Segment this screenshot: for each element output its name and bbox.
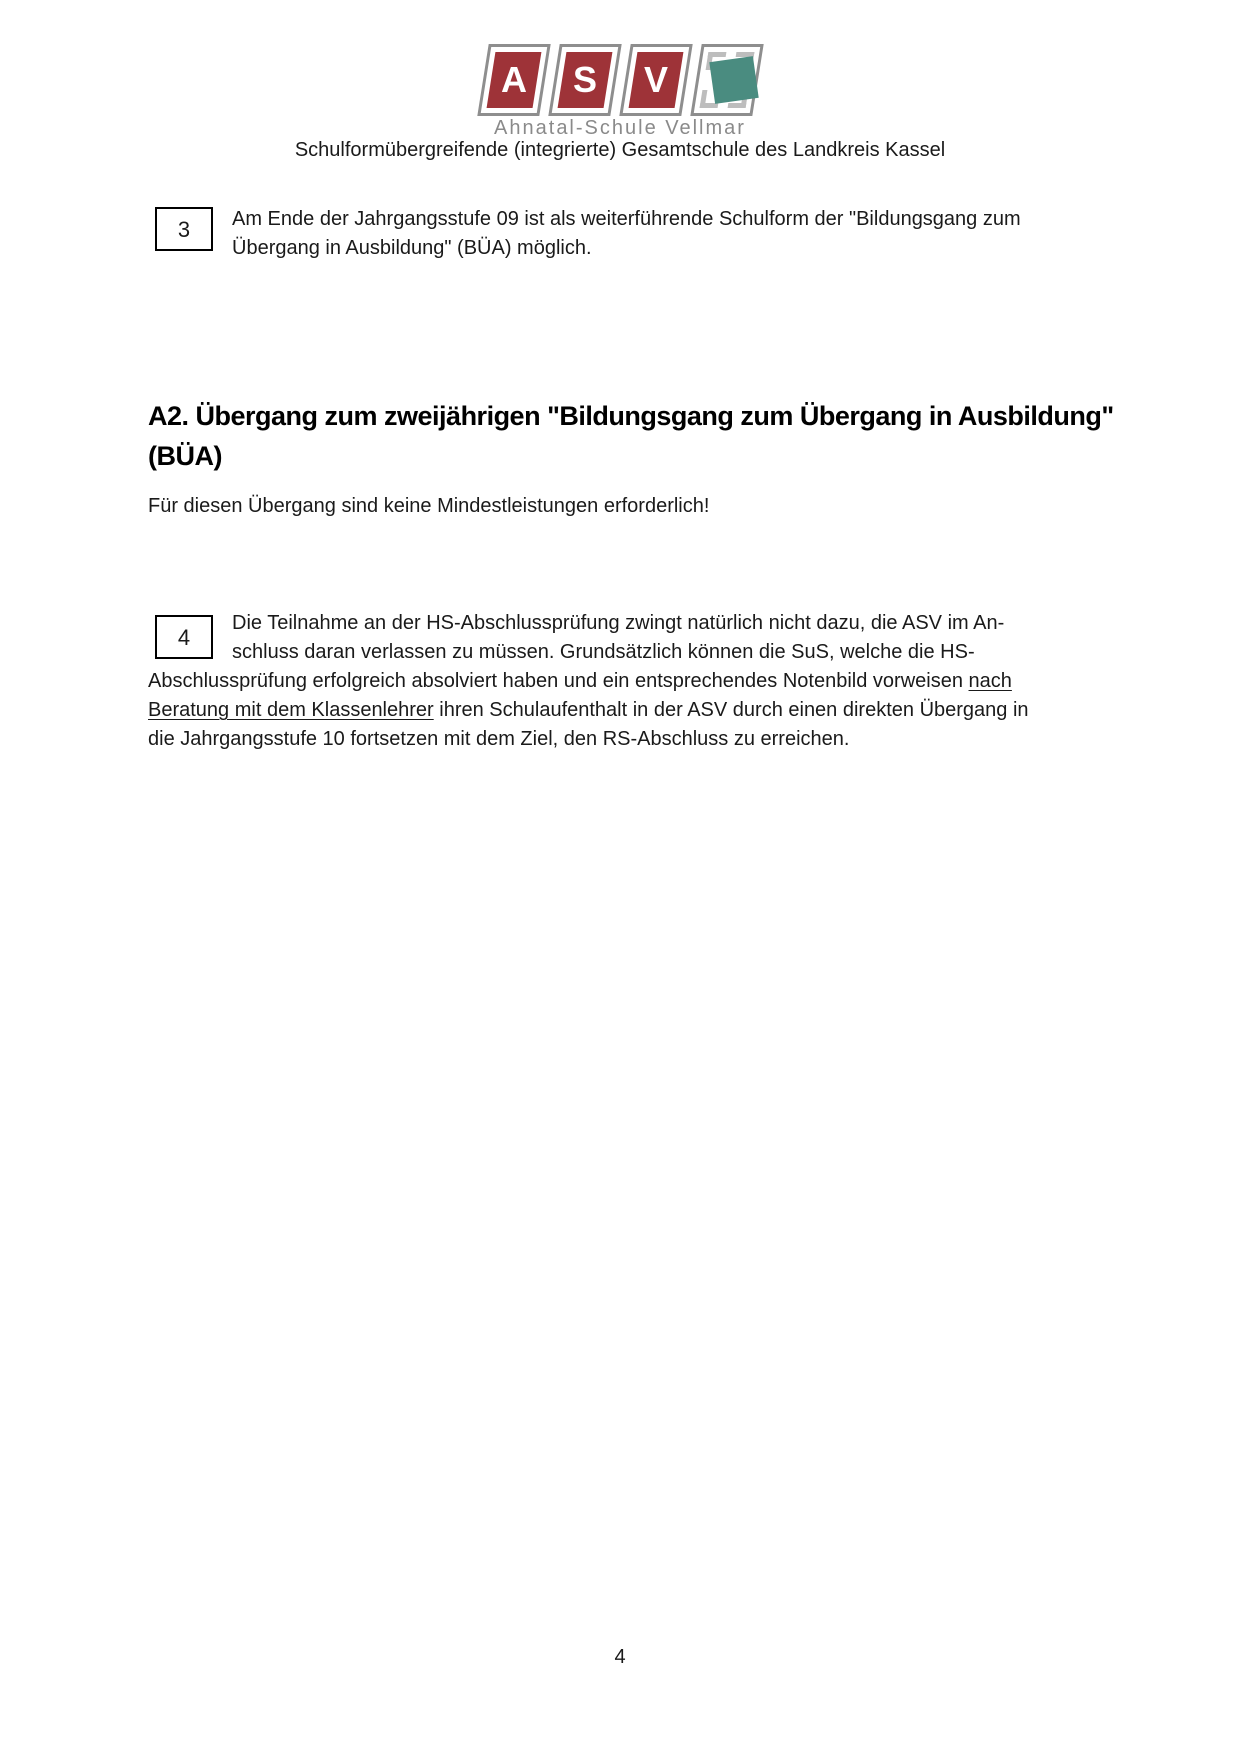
logo-letter-v: V: [643, 59, 668, 100]
logo-letter-s: S: [572, 59, 597, 100]
page-number: 4: [614, 1646, 626, 1668]
logo-tile-s-red-square: [557, 52, 612, 108]
logo-tile-a-red-square: [486, 52, 541, 108]
logo-tile-a: [477, 44, 550, 116]
item-3-line-2: Übergang in Ausbildung" (BÜA) möglich.: [232, 237, 592, 259]
item-4-line-4: [148, 696, 1092, 725]
school-subtitle: Schulformübergreifende (integrierte) Gesamtschule des Landkreis Kassel: [294, 139, 946, 161]
asv-logo: [0, 44, 1240, 116]
section-heading-line-1: A2. Übergang zum zweijährigen "Bildungsgang zum Übergang in Ausbildung": [148, 401, 1114, 431]
logo-viewfinder-icon: [690, 44, 763, 116]
page-header: [0, 44, 1240, 161]
numbered-item-4: [148, 609, 1092, 754]
logo-tile-s: [548, 44, 621, 116]
numbered-item-3: [155, 205, 1092, 263]
item-4-number-box: 4: [155, 615, 213, 659]
item-4-line-4-plain: ihren Schulaufenthalt in der ASV durch einen direkten Übergang in: [433, 699, 1029, 721]
item-4-line-3-plain: Abschlussprüfung erfolgreich absolviert haben und ein entsprechendes Notenbild vorweisen: [148, 670, 969, 692]
section-heading-a2: [148, 396, 1138, 476]
item-3-line-1: Am Ende der Jahrgangsstufe 09 ist als weiterführende Schulform der "Bildungsgang zum: [232, 208, 1021, 230]
item-4-line-1: Die Teilnahme an der HS-Abschlussprüfung zwingt natürlich nicht dazu, die ASV im An-: [232, 612, 1005, 634]
logo-tile-v: [619, 44, 692, 116]
logo-letter-a: A: [500, 59, 527, 100]
item-4-line-3: [148, 667, 1092, 696]
item-4-line-3-underlined: nach: [968, 670, 1012, 692]
item-4-line-4-underlined: Beratung mit dem Klassenlehrer: [148, 699, 434, 721]
note-text: Für diesen Übergang sind keine Mindestleistungen erforderlich!: [148, 495, 710, 517]
logo-tile-v-red-square: [628, 52, 683, 108]
item-4-line-2: schluss daran verlassen zu müssen. Grundsätzlich können die SuS, welche die HS-: [232, 641, 975, 663]
item-3-number-box: 3: [155, 207, 213, 251]
item-4-line-5: die Jahrgangsstufe 10 fortsetzen mit dem Ziel, den RS-Abschluss zu erreichen.: [148, 728, 850, 750]
logo-accent-square-icon: [709, 56, 758, 104]
school-name: Ahnatal-Schule Vellmar: [494, 117, 746, 139]
section-heading-line-2: (BÜA): [148, 441, 222, 471]
